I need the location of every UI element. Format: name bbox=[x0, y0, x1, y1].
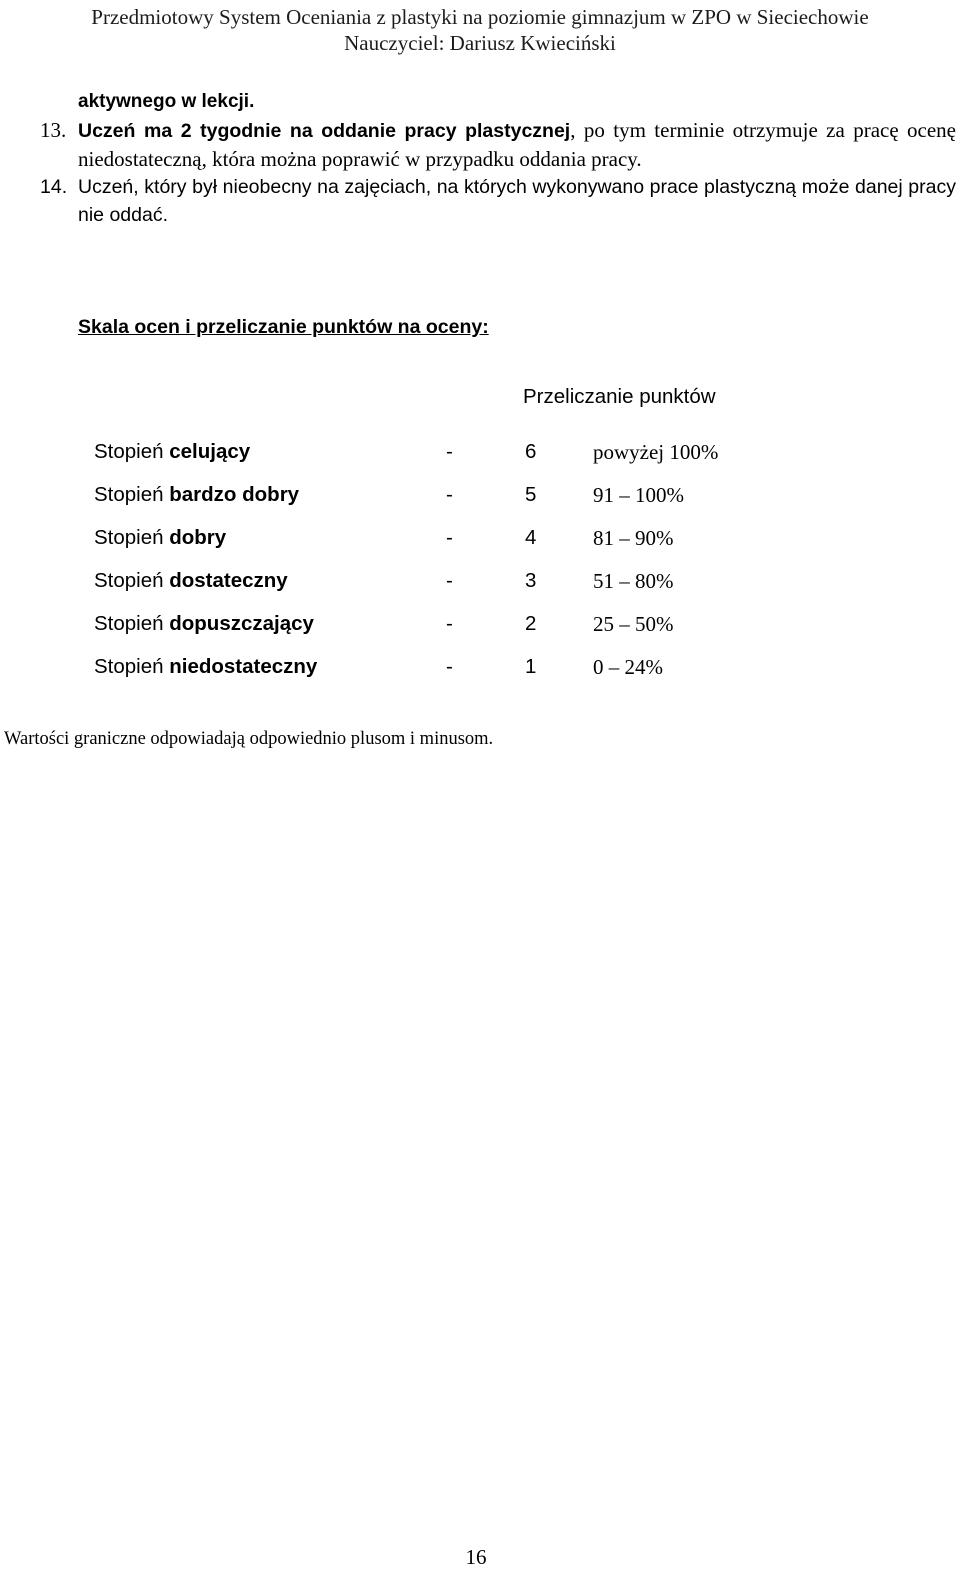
grade-dash: - bbox=[446, 483, 453, 506]
grade-row bbox=[0, 655, 960, 685]
grade-name: bardzo dobry bbox=[169, 483, 300, 506]
grade-value: 6 bbox=[525, 440, 537, 463]
grade-range: powyżej 100% bbox=[593, 440, 719, 464]
grade-range: 25 – 50% bbox=[593, 612, 674, 636]
rule-number: 13. bbox=[40, 118, 67, 142]
grade-row bbox=[0, 526, 960, 556]
grade-row bbox=[0, 440, 960, 470]
grade-name: dobry bbox=[169, 526, 227, 549]
grade-value: 2 bbox=[525, 612, 537, 635]
grade-range: 51 – 80% bbox=[593, 569, 674, 593]
grade-range: 0 – 24% bbox=[593, 655, 663, 679]
grade-dash: - bbox=[446, 655, 453, 678]
rule-item-14 bbox=[40, 173, 956, 229]
rule-bold-text: Uczeń ma 2 tygodnie na oddanie pracy plastycznej bbox=[78, 120, 571, 142]
rule-item-13 bbox=[40, 116, 956, 173]
grade-label: Stopień bardzo dobry bbox=[94, 483, 300, 506]
footnote: Wartości graniczne odpowiadają odpowiednio plusom i minusom. bbox=[4, 729, 494, 749]
grade-value: 5 bbox=[525, 483, 537, 506]
grade-value: 3 bbox=[525, 569, 537, 592]
header-teacher: Nauczyciel: Dariusz Kwieciński bbox=[344, 31, 616, 55]
column-header: Przeliczanie punktów bbox=[523, 385, 716, 408]
continuation-text: aktywnego w lekcji. bbox=[78, 91, 255, 112]
grade-row bbox=[0, 569, 960, 599]
page-header bbox=[0, 4, 960, 56]
grade-label: Stopień niedostateczny bbox=[94, 655, 318, 678]
grade-row bbox=[0, 612, 960, 642]
grade-label: Stopień dopuszczający bbox=[94, 612, 314, 635]
grade-name: dopuszczający bbox=[169, 612, 314, 635]
grade-dash: - bbox=[446, 612, 453, 635]
grade-label: Stopień dobry bbox=[94, 526, 227, 549]
rule-text: , po tym terminie otrzymuje za pracę ocenę niedostateczną, która można poprawić w przypadku oddania pracy. bbox=[78, 118, 956, 171]
header-title: Przedmiotowy System Oceniania z plastyki na poziomie gimnazjum w ZPO w Sieciechowie bbox=[91, 5, 869, 29]
scale-title: Skala ocen i przeliczanie punktów na oceny: bbox=[78, 316, 489, 338]
grade-range: 91 – 100% bbox=[593, 483, 684, 507]
grade-value: 4 bbox=[525, 526, 537, 549]
rule-number: 14. bbox=[40, 176, 68, 198]
grade-dash: - bbox=[446, 526, 453, 549]
grade-name: celujący bbox=[169, 440, 251, 463]
grade-name: niedostateczny bbox=[169, 655, 318, 678]
grade-name: dostateczny bbox=[169, 569, 288, 592]
page-number: 16 bbox=[465, 1545, 487, 1569]
grade-range: 81 – 90% bbox=[593, 526, 674, 550]
grade-dash: - bbox=[446, 440, 453, 463]
rules-list bbox=[40, 88, 956, 229]
grade-row bbox=[0, 483, 960, 513]
rule-text: Uczeń, który był nieobecny na zajęciach, na których wykonywano prace plastyczną może danej pracy nie oddać. bbox=[78, 176, 956, 226]
grade-label: Stopień dostateczny bbox=[94, 569, 288, 592]
grade-dash: - bbox=[446, 569, 453, 592]
grade-value: 1 bbox=[525, 655, 537, 678]
grade-label: Stopień celujący bbox=[94, 440, 251, 463]
